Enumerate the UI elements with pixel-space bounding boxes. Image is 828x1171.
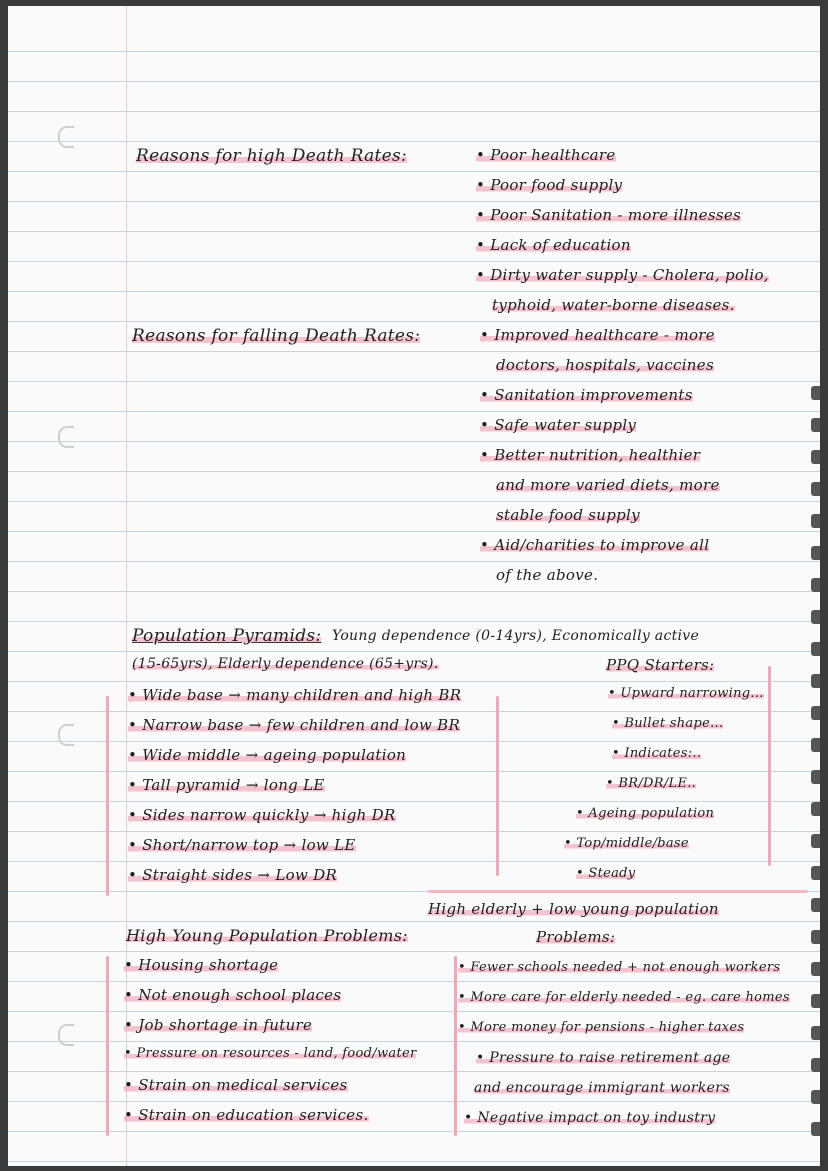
elderly-problems-heading: Problems: bbox=[536, 928, 616, 946]
notebook-page bbox=[8, 6, 820, 1166]
falling-reason-item: • Improved healthcare - more bbox=[480, 326, 715, 344]
ppq-starters-heading: PPQ Starters: bbox=[606, 656, 715, 674]
pyramids-intro-line: (15-65yrs), Elderly dependence (65+yrs). bbox=[132, 656, 439, 672]
pyramids-intro-line: Young dependence (0-14yrs), Economically active bbox=[332, 628, 700, 644]
high-reason-item: • Lack of education bbox=[476, 236, 631, 254]
highlighter-stroke bbox=[768, 666, 771, 866]
ppq-item: • Steady bbox=[576, 866, 636, 881]
young-problem-item: • Job shortage in future bbox=[124, 1016, 313, 1034]
high-reason-item: • Poor healthcare bbox=[476, 146, 616, 164]
punch-hole bbox=[58, 126, 74, 148]
falling-reason-item: and more varied diets, more bbox=[496, 476, 720, 494]
high-death-rates-heading: Reasons for high Death Rates: bbox=[136, 146, 408, 166]
elderly-problem-item: • Negative impact on toy industry bbox=[464, 1110, 716, 1126]
young-problems-heading: High Young Population Problems: bbox=[126, 926, 408, 945]
falling-reason-item: • Safe water supply bbox=[480, 416, 637, 434]
falling-reason-item: • Better nutrition, healthier bbox=[480, 446, 701, 464]
highlighter-stroke bbox=[496, 696, 499, 876]
ppq-item: • Bullet shape... bbox=[612, 716, 724, 731]
young-problem-item: • Not enough school places bbox=[124, 986, 342, 1004]
pyramid-feature: • Narrow base → few children and low BR bbox=[128, 716, 461, 734]
pyramid-feature: • Straight sides → Low DR bbox=[128, 866, 338, 884]
highlighter-stroke bbox=[106, 956, 109, 1136]
elderly-problem-item: • More care for elderly needed - eg. care homes bbox=[458, 990, 790, 1005]
pyramid-feature: • Tall pyramid → long LE bbox=[128, 776, 325, 794]
elderly-problems-heading: High elderly + low young population bbox=[428, 900, 719, 918]
high-reason-item: • Poor Sanitation - more illnesses bbox=[476, 206, 742, 224]
punch-hole bbox=[58, 724, 74, 746]
pyramid-feature: • Sides narrow quickly → high DR bbox=[128, 806, 396, 824]
pyramid-feature: • Short/narrow top → low LE bbox=[128, 836, 356, 854]
pyramid-feature: • Wide middle → ageing population bbox=[128, 746, 407, 764]
spiral-binding bbox=[810, 386, 820, 1146]
high-reason-item: • Dirty water supply - Cholera, polio, bbox=[476, 266, 769, 284]
ppq-item: • Indicates:.. bbox=[612, 746, 702, 761]
pyramid-feature: • Wide base → many children and high BR bbox=[128, 686, 462, 704]
ppq-item: • Upward narrowing... bbox=[608, 686, 764, 701]
elderly-problem-item: and encourage immigrant workers bbox=[474, 1080, 730, 1096]
elderly-problem-item: • Pressure to raise retirement age bbox=[476, 1050, 731, 1066]
highlighter-stroke bbox=[106, 696, 109, 896]
falling-reason-item: doctors, hospitals, vaccines bbox=[496, 356, 714, 374]
falling-reason-item: • Aid/charities to improve all bbox=[480, 536, 710, 554]
high-reason-item: • Poor food supply bbox=[476, 176, 623, 194]
young-problem-item: • Strain on medical services bbox=[124, 1076, 348, 1094]
ppq-item: • Top/middle/base bbox=[564, 836, 689, 851]
ppq-item: • Ageing population bbox=[576, 806, 715, 821]
punch-hole bbox=[58, 426, 74, 448]
falling-reason-item: • Sanitation improvements bbox=[480, 386, 693, 404]
highlighter-stroke bbox=[454, 956, 457, 1136]
falling-reason-item: of the above. bbox=[496, 566, 599, 584]
elderly-problem-item: • More money for pensions - higher taxes bbox=[458, 1020, 745, 1035]
punch-hole bbox=[58, 1024, 74, 1046]
high-reason-item: typhoid, water-borne diseases. bbox=[492, 296, 735, 314]
ppq-item: • BR/DR/LE.. bbox=[606, 776, 697, 791]
elderly-problem-item: • Fewer schools needed + not enough workers bbox=[458, 960, 781, 975]
falling-death-rates-heading: Reasons for falling Death Rates: bbox=[132, 326, 421, 346]
young-problem-item: • Housing shortage bbox=[124, 956, 279, 974]
young-problem-item: • Pressure on resources - land, food/water bbox=[124, 1046, 417, 1061]
young-problem-item: • Strain on education services. bbox=[124, 1106, 369, 1124]
highlighter-stroke bbox=[428, 890, 808, 893]
falling-reason-item: stable food supply bbox=[496, 506, 640, 524]
population-pyramids-heading: Population Pyramids: bbox=[132, 626, 322, 646]
